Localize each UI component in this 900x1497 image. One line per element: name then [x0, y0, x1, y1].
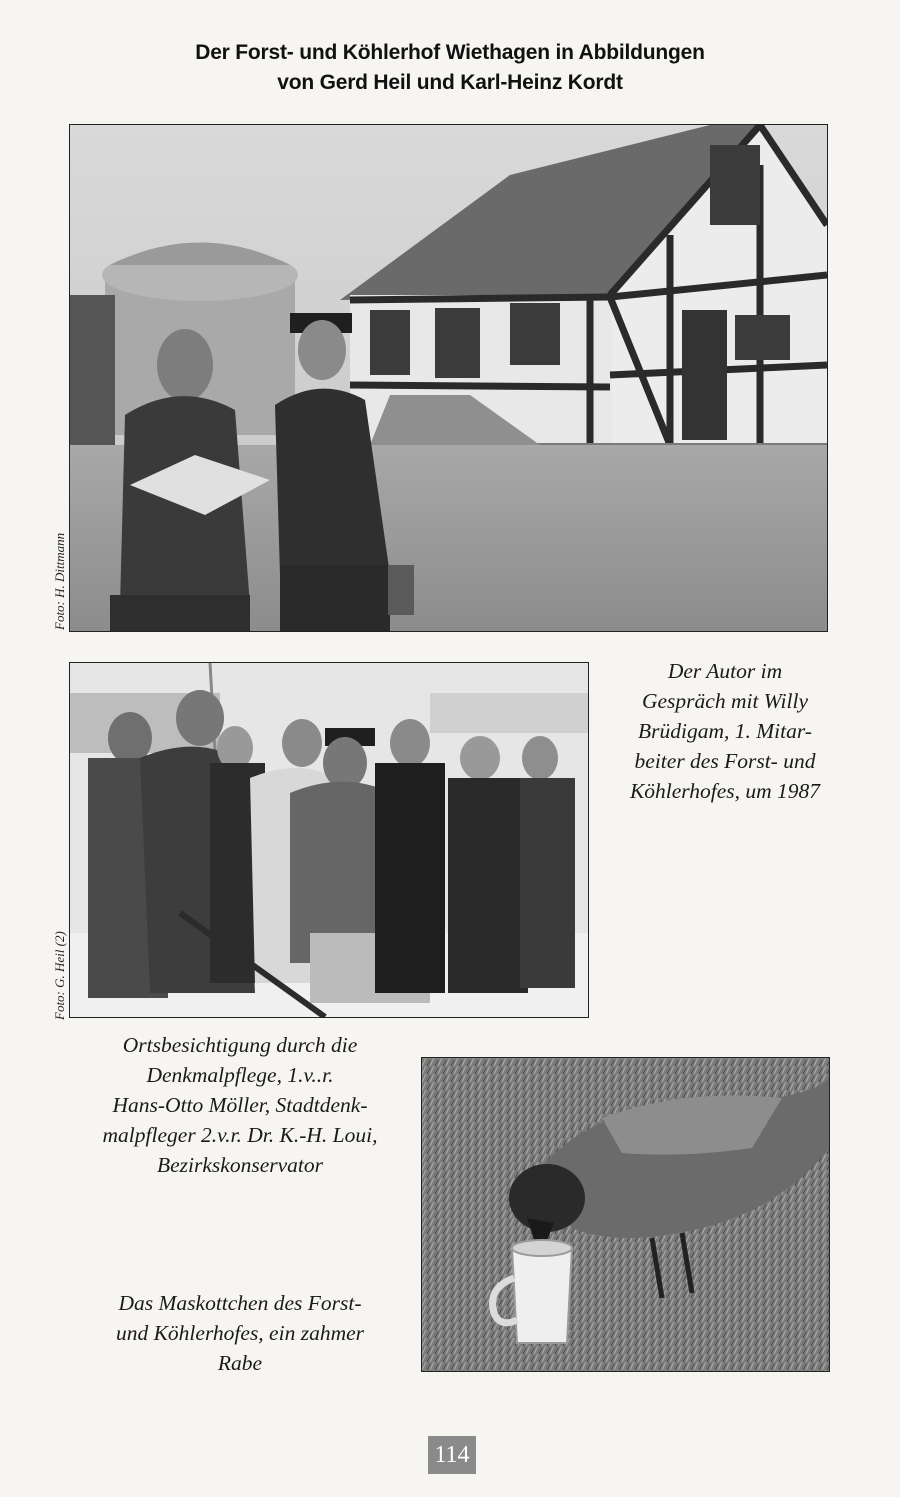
- caption-line: beiter des Forst- und: [634, 749, 816, 773]
- page-number: 114: [428, 1436, 476, 1474]
- caption-line: Das Maskottchen des Forst-: [118, 1291, 362, 1315]
- photo-site-inspection: [69, 662, 589, 1018]
- header-title-line-2: von Gerd Heil und Karl-Heinz Kordt: [277, 71, 623, 94]
- caption-author-conversation: [600, 656, 850, 806]
- caption-line: Rabe: [217, 1351, 263, 1375]
- caption-line: Gespräch mit Willy: [641, 689, 808, 713]
- page-header: [0, 38, 900, 98]
- caption-line: Denkmalpflege, 1.v..r.: [146, 1063, 334, 1087]
- caption-line: Brüdigam, 1. Mitar-: [638, 719, 812, 743]
- photo-credit-middle: Foto: G. Heil (2): [52, 931, 67, 1020]
- photo-credit-top: Foto: H. Dittmann: [52, 532, 67, 630]
- caption-line: Ortsbesichtigung durch die: [122, 1033, 358, 1057]
- photo-image: [70, 125, 827, 631]
- caption-line: Hans-Otto Möller, Stadtdenk-: [112, 1093, 368, 1117]
- photo-author-conversation: [69, 124, 828, 632]
- caption-line: Köhlerhofes, um 1987: [629, 779, 821, 803]
- photo-image: [70, 663, 588, 1017]
- caption-line: und Köhlerhofes, ein zahmer: [115, 1321, 365, 1345]
- caption-line: Der Autor im: [667, 659, 783, 683]
- header-title-line-1: Der Forst- und Köhlerhof Wiethagen in Abbildungen: [195, 41, 705, 64]
- caption-line: malpfleger 2.v.r. Dr. K.-H. Loui,: [102, 1123, 378, 1147]
- caption-site-inspection: [70, 1030, 410, 1180]
- photo-raven-mascot: [421, 1057, 830, 1372]
- photo-image: [422, 1058, 829, 1371]
- caption-line: Bezirkskonservator: [157, 1153, 323, 1177]
- caption-raven-mascot: [70, 1288, 410, 1378]
